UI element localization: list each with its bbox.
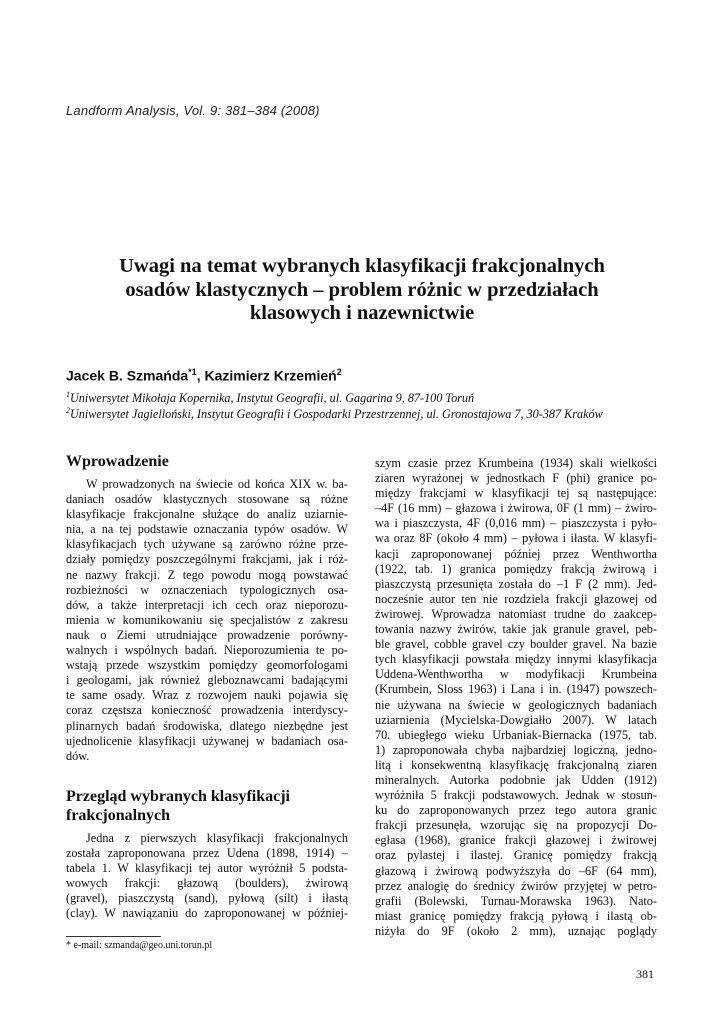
text-line: te same osady. Wraz z rozwojem nauki pojawia się (66, 688, 348, 703)
affiliation-text: Uniwersytet Jagielloński, Instytut Geografii i Gospodarki Przestrzennej, ul. Gronostajowa 7, 30-387 Kraków (70, 407, 603, 422)
text-line: frakcji przesunęła, wzorując się na propozycji Do- (375, 818, 657, 833)
text-line: daniach osadów klastycznych stosowane są różne (66, 492, 348, 507)
text-line: W prowadzonych na świecie od końca XIX w. ba- (86, 477, 348, 491)
title-line: osadów klastycznych – problem różnic w przedziałach (125, 278, 599, 301)
section-heading (66, 787, 356, 825)
text-line: wowych frakcji: głazową (boulders), żwirową (66, 876, 348, 891)
text-line: nocześnie autor ten nie rozdziela frakcji głazowej od (375, 591, 657, 606)
affiliation (66, 390, 474, 406)
text-line: litą i konsekwentną klasyfikację frakcjonalną ziaren (375, 757, 657, 772)
text-line: plinarnych badań środowiska, dlatego niezbędne jest (66, 718, 348, 733)
affiliation-text: Uniwersytet Mikołaja Kopernika, Instytut Geografii, ul. Gagarina 9, 87-100 Toruń (70, 391, 475, 406)
author-name: Jacek B. Szmańda (66, 367, 189, 384)
title-line: Uwagi na temat wybranych klasyfikacji frakcjonalnych (119, 255, 605, 277)
text-line: wstają przede wszystkim pomiędzy geomorfologami (66, 658, 348, 673)
text-line: grafii (Bolewski, Turnau-Morawska 1963). Nato- (375, 893, 657, 908)
text-line: nia, a na tej podstawie oznaczania typów osadów. W (66, 522, 348, 537)
text-line: ble gravel, cobble gravel czy boulder gravel. Na bazie (375, 637, 657, 652)
text-line: niżyła do 9F (około 2 mm), uznając poglądy (375, 923, 657, 938)
text-line: egłasa (1968), granice frakcji głazowej i żwirowej (375, 833, 657, 848)
text-line: szym czasie przez Krumbeina (1934) skali wielkości (375, 456, 657, 470)
text-line: rozbieżności w oznaczeniach typologicznych osa- (66, 582, 348, 597)
author-mark: *1 (188, 367, 197, 377)
text-line: tych klasyfikacji powstała między innymi klasyfikacja (375, 652, 657, 667)
heading-line: Wprowadzenie (66, 453, 169, 470)
review-paragraph (66, 831, 348, 922)
text-line: przez analogię do średnicy żwirów przyjętej w petro- (375, 878, 657, 893)
page-number: 381 (636, 967, 654, 981)
author-name: Kazimierz Krzemień (204, 367, 337, 384)
right-column-paragraph (375, 456, 657, 939)
authors (66, 367, 342, 384)
text-line: nauk o Ziemi utrudniające prowadzenie porówny- (66, 627, 348, 642)
text-line: 70. ubiegłego wieku Urbaniak-Biernacka (1975, tab. (375, 727, 657, 742)
text-line: wa i piaszczysta, 4F (0,016 mm) – piaszczysta i pyło- (375, 516, 657, 531)
section-heading (66, 452, 356, 471)
text-line: –4F (16 mm) – głazowa i żwirowa, 0F (1 mm) – żwiro- (375, 501, 657, 516)
heading-line: Przegląd wybranych klasyfikacji (66, 788, 290, 805)
text-line: coraz częstsza konieczność prowadzenia interdyscy- (66, 703, 348, 718)
affiliation-mark: 2 (66, 406, 70, 415)
text-line: walnych i wspólnych badań. Nieporozumienia te po- (66, 643, 348, 658)
text-line: miast granicę pomiędzy frakcją pyłową i ilastą ob- (375, 908, 657, 923)
affiliation-mark: 1 (66, 390, 70, 399)
intro-paragraph (66, 477, 348, 764)
text-line: tabela 1. W klasyfikacji tej autor wyróżnił 5 podsta- (66, 861, 348, 876)
text-line: ne nazwy frakcji. Z tego powodu mogą powstawać (66, 567, 348, 582)
text-line: (clay). W nawiązaniu do zaproponowanej w później- (66, 906, 348, 921)
text-line: między frakcjami w klasyfikacji tej są następujące: (375, 486, 657, 501)
text-line: Uddena-Wenthwortha w modyfikacji Krumbeina (375, 667, 657, 682)
text-line: mineralnych. Autorka podobnie jak Udden (1912) (375, 772, 657, 787)
text-line: towania nazwy żwirów, takie jak granule gravel, peb- (375, 622, 657, 637)
footnote: * e-mail: szmanda@geo.uni.torun.pl (66, 940, 213, 951)
text-line: wa oraz 8F (około 4 mm) – pyłowa i iłasta. W klasyfi- (375, 531, 657, 546)
article-title (60, 255, 664, 326)
text-line: dów, a także interpretacji ich cech oraz nieporozu- (66, 597, 348, 612)
text-line: ujednolicenie klasyfikacji używanej w badaniach osa- (66, 733, 348, 748)
text-line: dów. (66, 748, 90, 763)
text-line: wyróżniła 5 frakcji podstawowych. Jednak w stosun- (375, 788, 657, 803)
text-line: głazową i żwirową podwyższyła do –6F (64 mm), (375, 863, 657, 878)
text-line: nie używana na świecie w geologicznych badaniach (375, 697, 657, 712)
text-line: piaszczystą przesunięta została do –1 F (2 mm). Jed- (375, 576, 657, 591)
text-line: żwirowej. Wprowadza natomiast trudne do zaakcep- (375, 606, 657, 621)
text-line: ziaren wyrażonej w jednostkach F (phi) granice po- (375, 471, 657, 486)
text-line: została zaproponowana przez Udena (1898, 1914) – (66, 846, 348, 861)
text-line: (gravel), piaszczystą (sand), pyłową (silt) i iłastą (66, 891, 348, 906)
text-line: (1922, tab. 1) granica pomiędzy frakcją żwirową i (375, 561, 657, 576)
text-line: klasyfikacjach tych używane są zarówno różne prze- (66, 537, 348, 552)
text-line: działy pomiędzy poszczególnymi frakcjami, jak i róż- (66, 552, 348, 567)
heading-line: frakcjonalnych (66, 807, 170, 824)
footnote-divider (66, 936, 161, 937)
text-line: kacji zaproponowanej później przez Wenthwortha (375, 546, 657, 561)
text-line: klasyfikacje frakcjonalne służące do analiz uziarnie- (66, 507, 348, 522)
text-line: mienia w komunikowaniu się specjalistów z zakresu (66, 612, 348, 627)
text-line: Jedna z pierwszych klasyfikacji frakcjonalnych (86, 831, 348, 845)
text-line: i geologami, jak również gleboznawcami badającymi (66, 673, 348, 688)
author-separator: , (196, 367, 205, 384)
text-line: ku do zaproponowanych przez tego autora granic (375, 803, 657, 818)
text-line: oraz pylastej i ilastej. Granicę pomiędzy frakcją (375, 848, 657, 863)
journal-citation: Landform Analysis, Vol. 9: 381–384 (2008) (66, 103, 320, 118)
text-line: 1) zaproponowała chyba najbardziej logiczną, jedno- (375, 742, 657, 757)
author-mark: 2 (336, 367, 342, 377)
affiliation (66, 406, 603, 422)
text-line: uziarnienia (Mycielska-Dowgiałło 2007). W latach (375, 712, 657, 727)
text-line: (Krumbein, Sloss 1963) i Lana i in. (1947) powszech- (375, 682, 657, 697)
title-line: klasowych i nazewnictwie (249, 302, 475, 324)
